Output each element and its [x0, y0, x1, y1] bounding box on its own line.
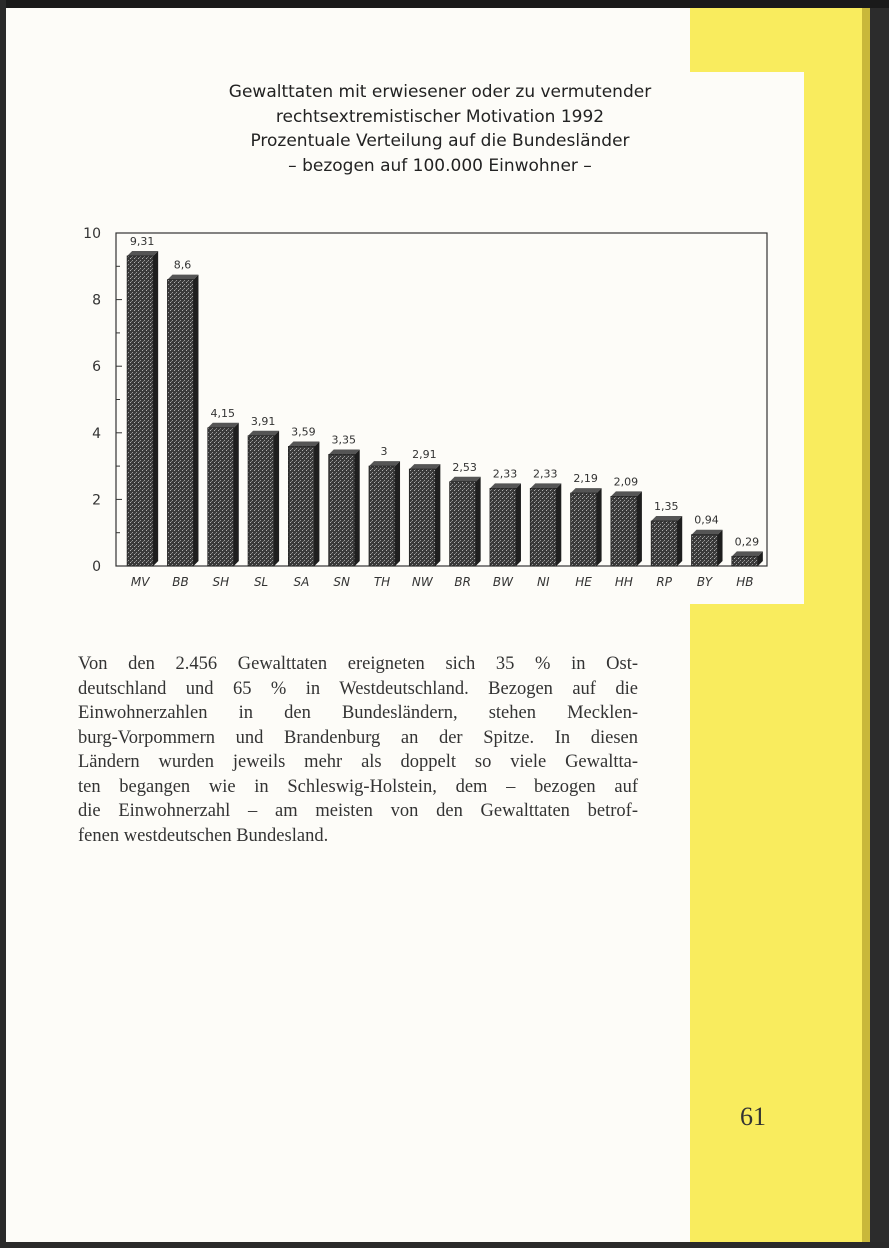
- x-tick-label-hh: HH: [614, 575, 633, 589]
- value-label-he: 2,19: [573, 472, 598, 486]
- value-label-sa: 3,59: [291, 425, 316, 439]
- bar-rp: [651, 516, 682, 566]
- value-label-ni: 2,33: [533, 467, 558, 481]
- value-label-br: 2,53: [452, 460, 477, 474]
- value-label-hh: 2,09: [613, 475, 639, 489]
- x-tick-label-sl: SL: [253, 575, 269, 589]
- bar-chart: [0, 0, 889, 620]
- y-tick-label: 4: [92, 425, 101, 442]
- x-tick-label-he: HE: [575, 575, 592, 589]
- value-label-hb: 0,29: [734, 535, 760, 549]
- chart-title-line-4: – bezogen auf 100.000 Einwohner –: [288, 155, 592, 176]
- value-label-sl: 3,91: [250, 414, 276, 428]
- y-tick-label: 6: [92, 359, 101, 376]
- x-tick-label-th: TH: [373, 575, 391, 589]
- x-tick-label-nw: NW: [411, 575, 433, 589]
- bar-he: [571, 488, 602, 566]
- x-tick-label-hb: HB: [736, 575, 754, 589]
- bar-sa: [288, 441, 319, 566]
- bar-sn: [329, 449, 360, 566]
- chart-title-line-1: Gewalttaten mit erwiesener oder zu vermutender: [228, 82, 652, 102]
- value-label-sh: 4,15: [210, 406, 236, 420]
- bar-nw: [409, 464, 440, 566]
- x-tick-label-ni: NI: [537, 575, 550, 589]
- body-line-4: burg-Vorpommern und Brandenburg an der Spitze. In diesen: [78, 727, 638, 748]
- bar-by: [692, 530, 723, 566]
- bar-bb: [167, 275, 198, 566]
- bar-hb: [732, 551, 763, 566]
- page-number: 61: [740, 1102, 766, 1131]
- x-tick-label-bb: BB: [172, 575, 189, 589]
- value-label-bw: 2,33: [492, 467, 518, 481]
- value-label-nw: 2,91: [412, 448, 437, 462]
- x-tick-label-bw: BW: [492, 575, 514, 589]
- x-tick-label-sn: SN: [333, 575, 351, 589]
- y-tick-label: 0: [92, 559, 101, 575]
- x-tick-label-by: BY: [696, 575, 713, 589]
- body-line-6: ten begangen wie in Schleswig-Holstein, dem – bezogen auf: [78, 776, 638, 797]
- bar-br: [450, 477, 481, 566]
- body-line-2: deutschland und 65 % in Westdeutschland. Bezogen auf die: [78, 678, 638, 699]
- bar-th: [369, 461, 400, 566]
- value-label-rp: 1,35: [653, 500, 679, 514]
- y-tick-label: 10: [83, 226, 101, 242]
- body-line-5: Ländern wurden jeweils mehr als doppelt so viele Gewaltta-: [78, 752, 638, 772]
- body-line-7: die Einwohnerzahl – am meisten von den Gewalttaten betrof-: [78, 801, 638, 821]
- y-tick-label: 8: [92, 292, 101, 309]
- x-tick-label-br: BR: [454, 575, 471, 589]
- bar-hh: [611, 491, 642, 566]
- bar-bw: [490, 483, 521, 566]
- chart-title-line-2: rechtsextremistischer Motivation 1992: [275, 106, 605, 127]
- bar-sh: [208, 423, 239, 566]
- chart-title-line-3: Prozentuale Verteilung auf die Bundesländer: [250, 131, 630, 151]
- body-line-8: fenen westdeutschen Bundesland.: [78, 825, 329, 846]
- body-paragraph: [78, 652, 638, 848]
- bar-ni: [530, 483, 561, 566]
- body-line-1: Von den 2.456 Gewalttaten ereigneten sich 35 % in Ost-: [78, 654, 638, 674]
- bar-mv: [127, 251, 158, 566]
- body-line-3: Einwohnerzahlen in den Bundesländern, stehen Mecklen-: [78, 703, 638, 723]
- y-tick-label: 2: [92, 492, 101, 509]
- x-tick-label-mv: MV: [130, 575, 150, 589]
- x-tick-label-sh: SH: [212, 575, 230, 589]
- x-tick-label-rp: RP: [656, 575, 673, 589]
- scan-border-bottom: [0, 1242, 889, 1248]
- x-tick-label-sa: SA: [293, 575, 310, 589]
- value-label-th: 3: [380, 445, 388, 459]
- bar-sl: [248, 431, 279, 566]
- value-label-by: 0,94: [694, 513, 719, 527]
- value-label-bb: 8,6: [173, 258, 192, 272]
- value-label-mv: 9,31: [129, 234, 155, 248]
- value-label-sn: 3,35: [331, 433, 356, 447]
